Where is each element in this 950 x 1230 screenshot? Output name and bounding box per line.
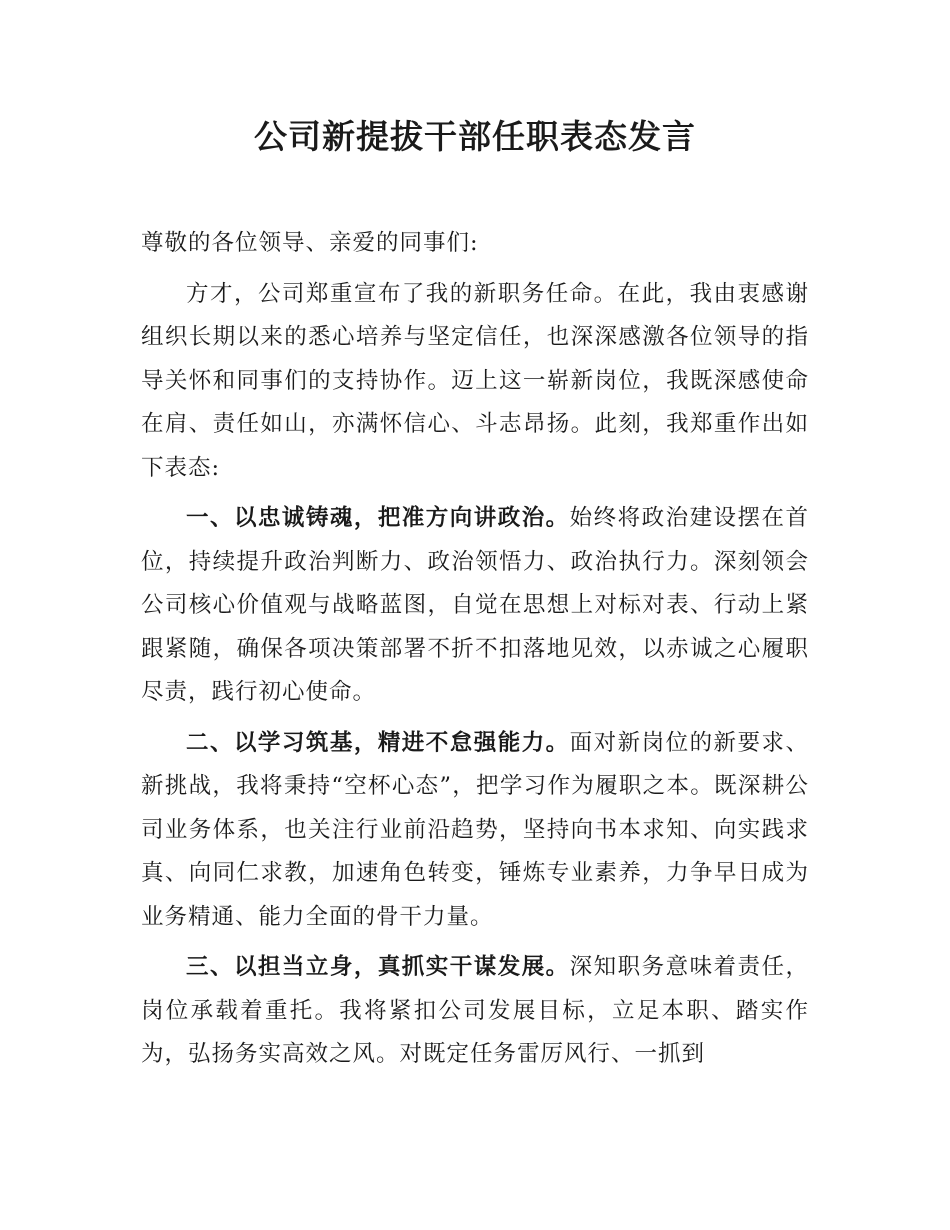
document-body (141, 222, 809, 1084)
section-paragraph-2 (141, 722, 809, 940)
section-heading-3: 三、以担当立身，真抓实干谋发展。 (186, 954, 570, 980)
section-paragraph-3 (141, 946, 809, 1077)
section-heading-1: 一、以忠诚铸魂，把准方向讲政治。 (186, 505, 570, 531)
section-heading-2: 二、以学习筑基，精进不怠强能力。 (186, 729, 570, 756)
section-text-3: 深知职务意味着责任，岗位承载着重托。我将紧扣公司发展目标，立足本职、踏实作为，弘扬务实高效之风。对既定任务雷厉风行、一抓到 (141, 954, 809, 1067)
salutation: 尊敬的各位领导、亲爱的同事们: (141, 230, 479, 256)
document-title: 公司新提拔干部任职表态发言 (254, 117, 696, 156)
intro-paragraph: 方才，公司郑重宣布了我的新职务任命。在此，我由衷感谢组织长期以来的悉心培养与坚定信任，也深深感激各位领导的指导关怀和同事们的支持协作。迈上这一崭新岗位，我既深感使命在肩、责任如山，亦满怀信心、斗志昂扬。此刻，我郑重作出如下表态: (141, 280, 809, 481)
section-text-1: 始终将政治建设摆在首位，持续提升政治判断力、政治领悟力、政治执行力。深刻领会公司核心价值观与战略蓝图，自觉在思想上对标对表、行动上紧跟紧随，确保各项决策部署不折不扣落地见效，以赤诚之心履职尽责，践行初心使命。 (141, 505, 809, 705)
section-text-2: 面对新岗位的新要求、新挑战，我将秉持“空杯心态”，把学习作为履职之本。既深耕公司业务体系，也关注行业前沿趋势，坚持向书本求知、向实践求真、向同仁求教，加速角色转变，锤炼专业素养，力争早日成为业务精通、能力全面的骨干力量。 (141, 729, 809, 930)
section-paragraph-1 (141, 497, 809, 715)
